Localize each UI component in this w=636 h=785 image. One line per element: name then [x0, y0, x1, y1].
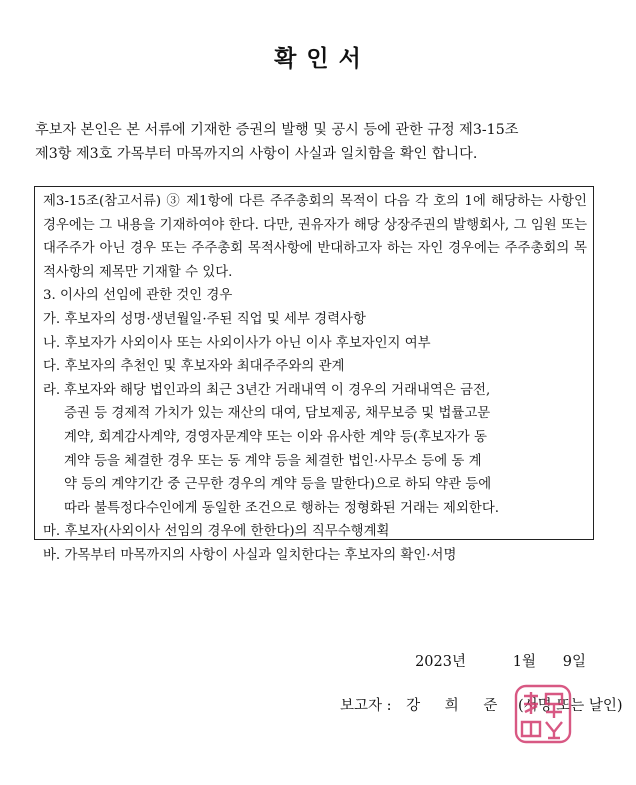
date-day: 9일 [562, 654, 586, 670]
seal-stamp-icon [506, 680, 578, 748]
document-title: 확 인 서 [274, 46, 362, 72]
item-ga: 가. 후보자의 성명·생년월일·주된 직업 및 세부 경력사항 [43, 311, 366, 327]
item-ra [43, 379, 587, 521]
signing-date [406, 650, 586, 671]
signature-note: (서명 또는 날인) [517, 698, 623, 714]
item-ma: 마. 후보자(사외이사 선임의 경우에 한한다)의 직무수행계획 [43, 524, 390, 540]
regulation-paragraph: 제3-15조(참고서류) ③ 제1항에 다른 주주총회의 목적이 다음 각 호의 1에 해당하는 사항인 경우에는 그 내용을 기재하여야 한다. 다만, 권유자가 해당 상장주권의 발행회사, 그 임원 또는 대주주가 아닌 경우 또는 주주총회 목적사항에 반대하고자 하는 자인 경우에는 주주총회의 목적사항의 제목만 기재할 수 있다. [43, 194, 587, 280]
item-da: 다. 후보자의 추천인 및 후보자와 최대주주와의 관계 [43, 359, 345, 375]
reporter-name: 강 희 준 [406, 698, 508, 714]
reporter-label: 보고자 : [340, 698, 392, 714]
item-3: 3. 이사의 선임에 관한 것인 경우 [43, 288, 233, 304]
date-month: 1월 [512, 654, 536, 670]
item-ra-body: 후보자와 해당 법인과의 최근 3년간 거래내역 이 경우의 거래내역은 금전, 증권 등 경제적 가치가 있는 재산의 대여, 담보제공, 채무보증 및 법률고문 계약, 회계감사계약, 경영자문계약 또는 이와 유사한 계약 등(후보자가 동 계약 등을 체결한 경우 또는 동 계약 등을 체결한 법인·사무소 등에 동 계 약 등의 계약기간 중 근무한 경우의 계약 등을 말한다)으로 하되 약관 등에 따라 불특정다수인에게 동일한 조건으로 행하는 정형화된 거래는 제외한다. [64, 382, 500, 516]
item-ra-mark: 라. [43, 382, 61, 398]
reporter-line [340, 694, 623, 715]
item-na: 나. 후보자가 사외이사 또는 사외이사가 아닌 이사 후보자인지 여부 [43, 335, 431, 351]
item-ba: 바. 가목부터 마목까지의 사항이 사실과 일치한다는 후보자의 확인·서명 [43, 547, 457, 563]
confirmation-statement: 후보자 본인은 본 서류에 기재한 증권의 발행 및 공시 등에 관한 규정 제3-15조 제3항 제3호 가목부터 마목까지의 사항이 사실과 일치함을 확인 합니다. [35, 122, 519, 162]
date-year: 2023년 [415, 654, 466, 670]
regulation-box [34, 186, 594, 563]
